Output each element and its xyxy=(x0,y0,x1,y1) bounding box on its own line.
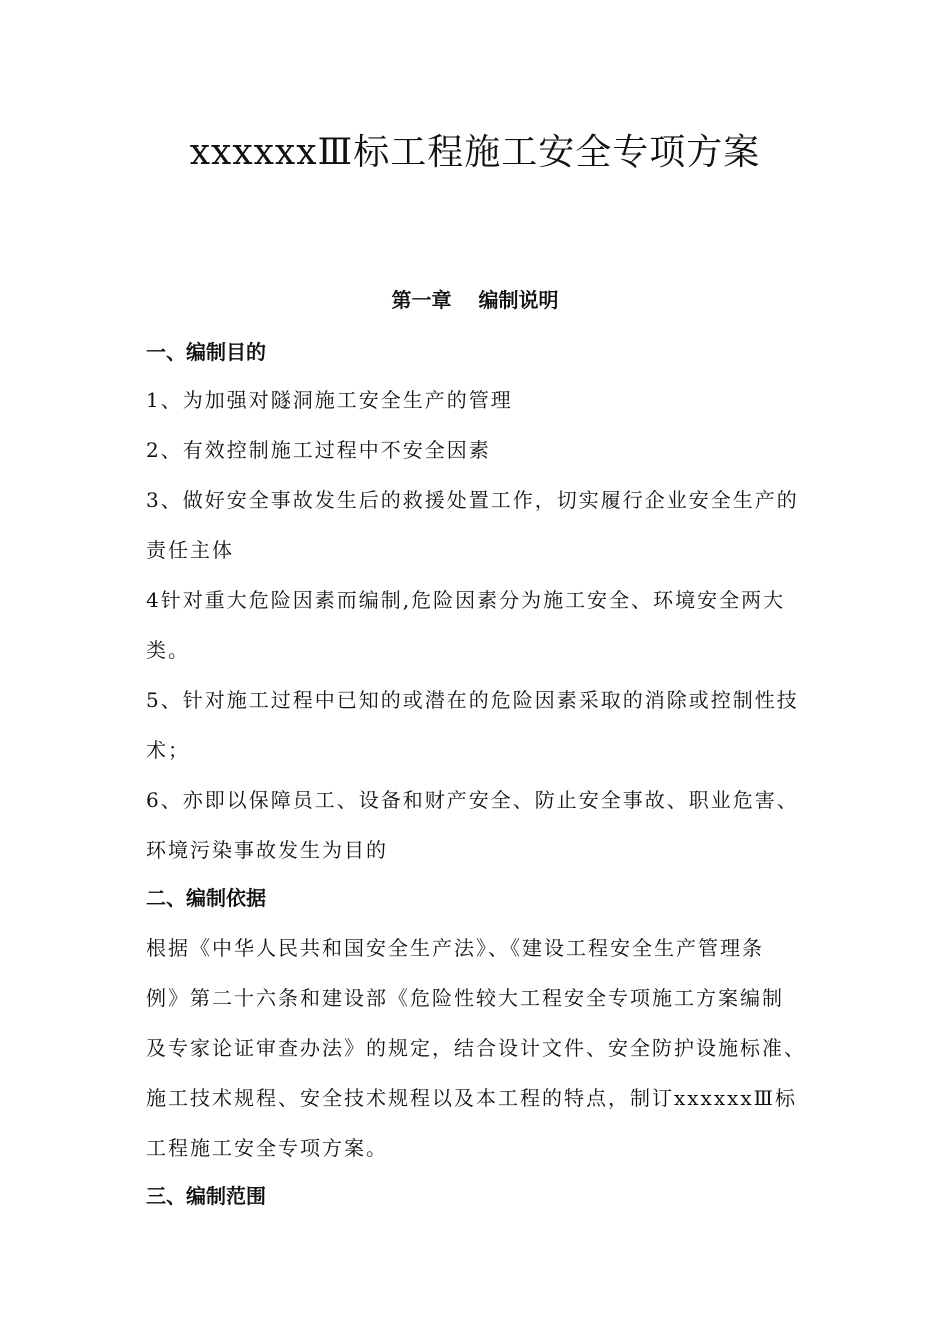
paragraph-line: 类。 xyxy=(146,638,190,662)
chapter-heading: 第一章 编制说明 xyxy=(391,288,559,312)
paragraph-line: 2、有效控制施工过程中不安全因素 xyxy=(146,438,491,462)
paragraph-line: 术； xyxy=(146,738,190,762)
paragraph-line: 1、为加强对隧洞施工安全生产的管理 xyxy=(146,388,513,412)
paragraph-line: 及专家论证审查办法》的规定，结合设计文件、安全防护设施标准、 xyxy=(146,1036,806,1060)
paragraph-line: 6、亦即以保障员工、设备和财产安全、防止安全事故、职业危害、 xyxy=(146,788,799,812)
document-title: xxxxxxⅢ标工程施工安全专项方案 xyxy=(189,132,761,173)
paragraph-line: 5、针对施工过程中已知的或潜在的危险因素采取的消除或控制性技 xyxy=(146,688,799,712)
paragraph-line: 责任主体 xyxy=(146,538,234,562)
paragraph-line: 3、做好安全事故发生后的救援处置工作，切实履行企业安全生产的 xyxy=(146,488,799,512)
paragraph-line: 工程施工安全专项方案。 xyxy=(146,1136,388,1160)
paragraph-line: 施工技术规程、安全技术规程以及本工程的特点，制订xxxxxxⅢ标 xyxy=(146,1086,797,1110)
section-heading-purpose: 一、编制目的 xyxy=(146,340,266,364)
section-heading-scope: 三、编制范围 xyxy=(146,1184,266,1208)
paragraph-line: 4针对重大危险因素而编制,危险因素分为施工安全、环境安全两大 xyxy=(146,588,786,612)
paragraph-line: 根据《中华人民共和国安全生产法》、《建设工程安全生产管理条 xyxy=(146,936,764,960)
section-heading-basis: 二、编制依据 xyxy=(146,886,266,910)
paragraph-line: 例》第二十六条和建设部《危险性较大工程安全专项施工方案编制 xyxy=(146,986,784,1010)
paragraph-line: 环境污染事故发生为目的 xyxy=(146,838,388,862)
